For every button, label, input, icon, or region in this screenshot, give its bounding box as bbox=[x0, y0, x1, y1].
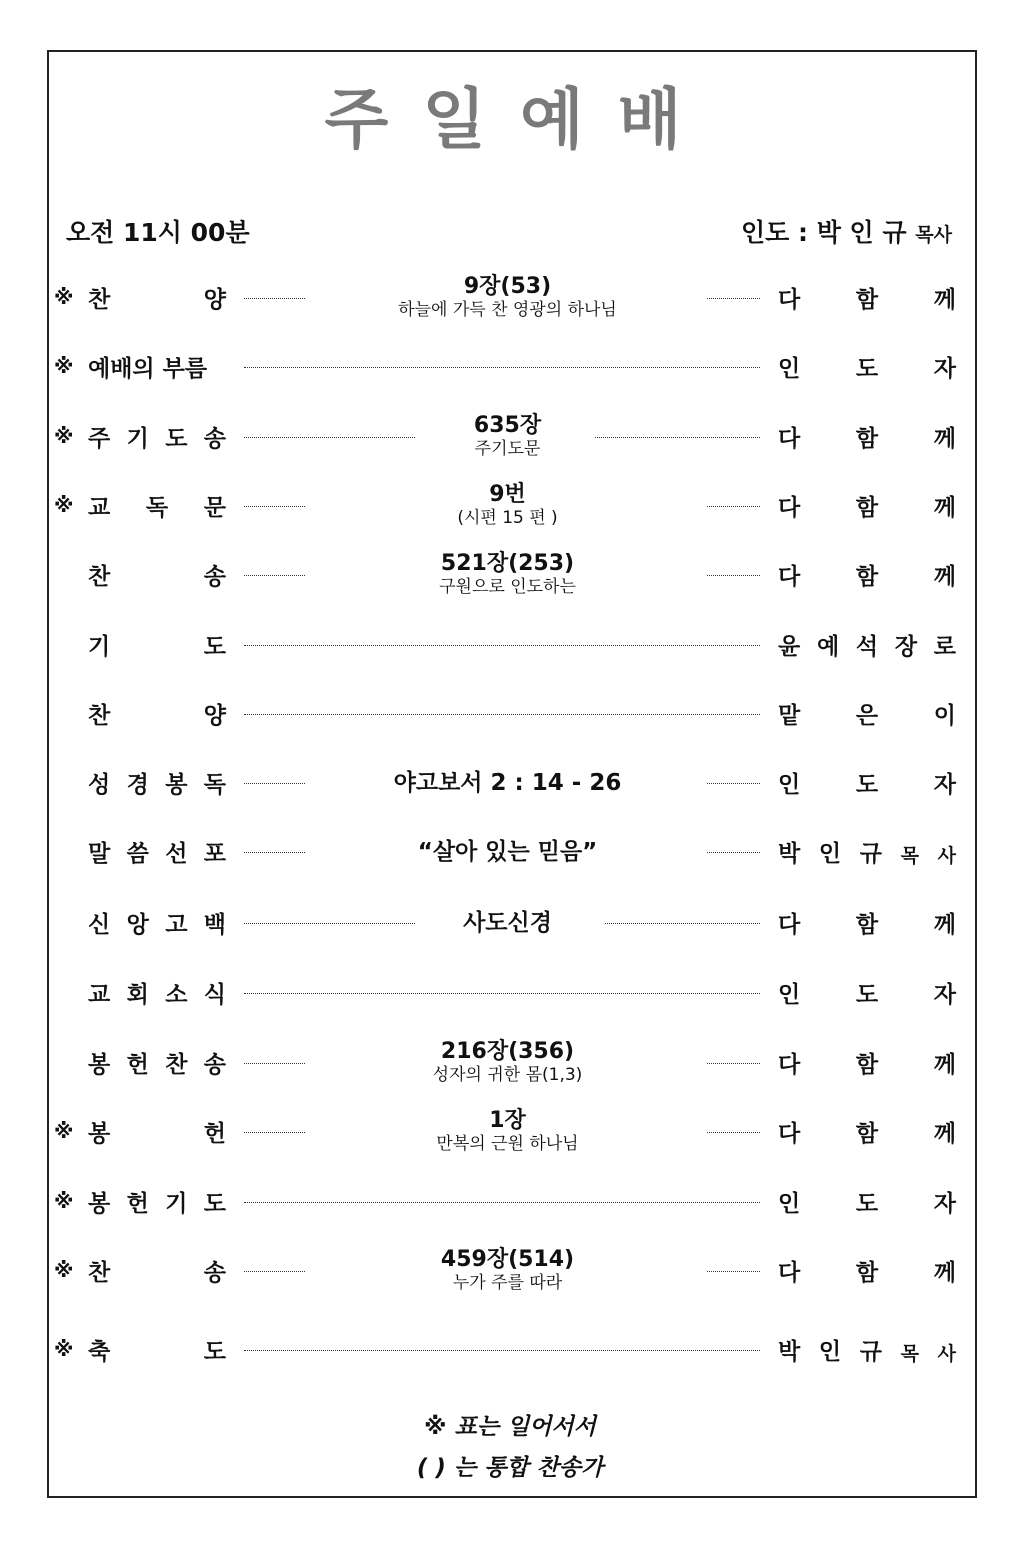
leader-char: 맡 bbox=[778, 703, 801, 729]
item-leader bbox=[778, 766, 956, 799]
label-char: 말 bbox=[88, 841, 111, 867]
label-char: 선 bbox=[165, 841, 188, 867]
label-char: 앙 bbox=[126, 912, 149, 938]
leader-char: 인 bbox=[778, 1191, 801, 1217]
leader-char: 함 bbox=[855, 1052, 879, 1078]
stand-mark: ※ bbox=[54, 1258, 74, 1282]
item-label bbox=[88, 697, 226, 730]
item-detail bbox=[310, 1247, 705, 1293]
leader-char: 윤 bbox=[778, 634, 801, 660]
item-label bbox=[88, 558, 226, 591]
leader-char: 께 bbox=[933, 564, 956, 590]
leader-char: 박 bbox=[778, 841, 801, 867]
dotted-leader bbox=[707, 298, 760, 299]
leader-char: 다 bbox=[778, 495, 801, 521]
dotted-leader bbox=[707, 783, 760, 784]
label-char: 찬 bbox=[88, 564, 111, 590]
leader-char: 께 bbox=[933, 495, 956, 521]
order-item bbox=[0, 337, 1020, 397]
leader-char: 도 bbox=[855, 356, 879, 382]
dotted-leader bbox=[244, 298, 305, 299]
stand-mark: ※ bbox=[54, 1337, 74, 1361]
order-item bbox=[0, 1172, 1020, 1232]
item-sub-text: 성자의 귀한 몸(1,3) bbox=[432, 1065, 583, 1085]
note-hymnal: ( ) 는 통합 찬송가 bbox=[416, 1455, 604, 1481]
leader-char: 함 bbox=[855, 1260, 879, 1286]
label-char: 주 bbox=[88, 426, 111, 452]
stand-mark: ※ bbox=[54, 493, 74, 517]
label-char: 송 bbox=[203, 1260, 226, 1286]
dotted-leader bbox=[244, 1063, 305, 1064]
leader-char: 예 bbox=[816, 634, 840, 660]
dotted-leader bbox=[707, 1063, 760, 1064]
item-main-text: 사도신경 bbox=[463, 910, 552, 936]
label-char: 씀 bbox=[126, 841, 149, 867]
item-label bbox=[88, 1115, 226, 1148]
label-char: 기 bbox=[126, 426, 149, 452]
leader-char: 목 bbox=[900, 845, 919, 867]
leader-char: 께 bbox=[933, 1052, 956, 1078]
item-leader bbox=[778, 489, 956, 522]
order-item bbox=[0, 407, 1020, 467]
label-char: 봉 bbox=[88, 1191, 111, 1217]
item-label bbox=[88, 420, 226, 453]
leader-char: 사 bbox=[937, 845, 956, 867]
title-char: 예 bbox=[520, 81, 618, 158]
label-char: 양 bbox=[203, 287, 226, 313]
label-char: 백 bbox=[203, 912, 226, 938]
dotted-leader bbox=[244, 783, 305, 784]
order-item bbox=[0, 476, 1020, 536]
item-leader bbox=[778, 697, 956, 730]
leader-char: 목 bbox=[900, 1343, 919, 1365]
dotted-leader bbox=[244, 367, 760, 368]
leader-char: 박 bbox=[778, 1339, 801, 1365]
leader-char: 께 bbox=[933, 1260, 956, 1286]
leader-char: 도 bbox=[855, 982, 879, 1008]
item-detail bbox=[310, 893, 705, 953]
item-sub-text: 주기도문 bbox=[474, 439, 541, 459]
leader-char: 장 bbox=[894, 634, 918, 660]
label-char: 회 bbox=[126, 982, 149, 1008]
item-label bbox=[88, 976, 226, 1009]
label-char: 찬 bbox=[88, 1260, 111, 1286]
leader-char: 함 bbox=[855, 912, 879, 938]
item-sub-text: 구원으로 인도하는 bbox=[439, 577, 576, 597]
label-char: 찬 bbox=[88, 287, 111, 313]
item-sub-text: 만복의 근원 하나님 bbox=[436, 1134, 579, 1154]
item-label bbox=[88, 489, 226, 522]
label-char: 도 bbox=[203, 1339, 226, 1365]
item-main-text: 9장(53) bbox=[463, 274, 552, 299]
label-char: 문 bbox=[203, 495, 226, 521]
label-char: 헌 bbox=[126, 1052, 149, 1078]
leader-char: 다 bbox=[778, 1260, 801, 1286]
label-char: 도 bbox=[165, 426, 188, 452]
item-detail bbox=[310, 1108, 705, 1154]
label-char: 교 bbox=[88, 982, 111, 1008]
leader-char: 규 bbox=[859, 841, 882, 867]
item-detail bbox=[310, 413, 705, 459]
item-main-text: 9번 bbox=[489, 482, 526, 507]
dotted-leader bbox=[244, 1350, 760, 1351]
item-leader bbox=[778, 906, 956, 939]
label-char: 고 bbox=[165, 912, 188, 938]
order-item bbox=[0, 893, 1020, 953]
label-char: 기 bbox=[165, 1191, 188, 1217]
item-sub-text: (시편 15 편 ) bbox=[457, 508, 558, 528]
item-label bbox=[88, 350, 226, 383]
service-time: 오전 11시 00분 bbox=[66, 218, 250, 247]
item-main-text: 459장(514) bbox=[440, 1247, 575, 1272]
leader-char: 사 bbox=[937, 1343, 956, 1365]
leader-char: 다 bbox=[778, 912, 801, 938]
leader-char: 도 bbox=[855, 1191, 879, 1217]
leader-char: 로 bbox=[933, 634, 956, 660]
leader-char: 께 bbox=[933, 287, 956, 313]
label-char: 송 bbox=[203, 426, 226, 452]
item-main-text: 521장(253) bbox=[440, 551, 575, 576]
leader-name: 인도 : 박 인 규 bbox=[741, 218, 907, 247]
leader-title: 목사 bbox=[915, 224, 952, 246]
leader-char: 도 bbox=[855, 772, 879, 798]
dotted-leader bbox=[244, 1132, 305, 1133]
leader-char: 자 bbox=[933, 1191, 956, 1217]
item-main-text: 635장 bbox=[473, 413, 542, 438]
leader-char: 함 bbox=[855, 564, 879, 590]
leader-char: 함 bbox=[855, 426, 879, 452]
item-label bbox=[88, 1185, 226, 1218]
label-char: 독 bbox=[203, 772, 226, 798]
label-char: 찬 bbox=[165, 1052, 188, 1078]
dotted-leader bbox=[244, 1271, 305, 1272]
label-char: 성 bbox=[88, 772, 111, 798]
leader-char: 다 bbox=[778, 564, 801, 590]
stand-mark: ※ bbox=[54, 285, 74, 309]
item-label bbox=[88, 1333, 226, 1366]
dotted-leader bbox=[707, 575, 760, 576]
order-item bbox=[0, 1241, 1020, 1301]
item-detail bbox=[310, 753, 705, 813]
dotted-leader bbox=[707, 1132, 760, 1133]
label-char: 기 bbox=[88, 634, 111, 660]
item-leader bbox=[778, 281, 956, 314]
stand-mark: ※ bbox=[54, 354, 74, 378]
leader-char: 함 bbox=[855, 1121, 879, 1147]
item-leader bbox=[778, 1115, 956, 1148]
label-char: 양 bbox=[203, 703, 226, 729]
item-leader bbox=[778, 835, 956, 868]
item-label bbox=[88, 766, 226, 799]
leader-char: 자 bbox=[933, 982, 956, 1008]
item-label bbox=[88, 628, 226, 661]
label-char: 예배의 부름 bbox=[88, 356, 208, 382]
leader-char: 은 bbox=[855, 703, 879, 729]
leader-char: 다 bbox=[778, 1052, 801, 1078]
order-item bbox=[0, 268, 1020, 328]
leader-char: 규 bbox=[859, 1339, 882, 1365]
order-item bbox=[0, 1320, 1020, 1380]
item-detail bbox=[310, 482, 705, 528]
item-label bbox=[88, 1046, 226, 1079]
label-char: 봉 bbox=[165, 772, 188, 798]
leader-char: 함 bbox=[855, 287, 879, 313]
label-char: 경 bbox=[126, 772, 149, 798]
order-item bbox=[0, 963, 1020, 1023]
order-item bbox=[0, 684, 1020, 744]
item-detail bbox=[310, 551, 705, 597]
leader-char: 함 bbox=[855, 495, 879, 521]
order-item bbox=[0, 615, 1020, 675]
stand-mark: ※ bbox=[54, 1189, 74, 1213]
label-char: 헌 bbox=[126, 1191, 149, 1217]
label-char: 송 bbox=[203, 1052, 226, 1078]
label-char: 축 bbox=[88, 1339, 111, 1365]
item-label bbox=[88, 906, 226, 939]
label-char: 소 bbox=[165, 982, 188, 1008]
label-char: 식 bbox=[203, 982, 226, 1008]
leader-char: 인 bbox=[778, 356, 801, 382]
item-detail bbox=[310, 1039, 705, 1085]
label-char: 포 bbox=[203, 841, 226, 867]
item-leader bbox=[778, 1185, 956, 1218]
leader-char: 께 bbox=[933, 1121, 956, 1147]
item-leader bbox=[778, 1333, 956, 1366]
item-main-text: 야고보서 2 : 14 - 26 bbox=[393, 770, 622, 796]
leader-char: 다 bbox=[778, 1121, 801, 1147]
item-leader bbox=[778, 628, 956, 661]
label-char: 헌 bbox=[203, 1121, 226, 1147]
item-leader bbox=[778, 420, 956, 453]
dotted-leader bbox=[707, 506, 760, 507]
label-char: 송 bbox=[203, 564, 226, 590]
dotted-leader bbox=[244, 506, 305, 507]
title-char: 배 bbox=[617, 81, 716, 158]
item-label bbox=[88, 1254, 226, 1287]
leader-char: 께 bbox=[933, 426, 956, 452]
service-leader bbox=[741, 213, 952, 249]
leader-char: 인 bbox=[818, 1339, 842, 1365]
item-leader bbox=[778, 976, 956, 1009]
leader-char: 자 bbox=[933, 356, 956, 382]
leader-char: 다 bbox=[778, 426, 801, 452]
dotted-leader bbox=[244, 1202, 760, 1203]
dotted-leader bbox=[707, 1271, 760, 1272]
order-item bbox=[0, 1033, 1020, 1093]
item-label bbox=[88, 835, 226, 868]
label-char: 신 bbox=[88, 912, 111, 938]
dotted-leader bbox=[707, 852, 760, 853]
label-char: 도 bbox=[203, 1191, 226, 1217]
leader-char: 인 bbox=[778, 982, 801, 1008]
title-char: 주 bbox=[324, 81, 423, 158]
item-detail bbox=[310, 274, 705, 320]
item-main-text: 1장 bbox=[489, 1108, 526, 1133]
note-standing: ※ 표는 일어서서 bbox=[424, 1414, 596, 1440]
leader-char: 이 bbox=[933, 703, 956, 729]
stand-mark: ※ bbox=[54, 1119, 74, 1143]
leader-char: 인 bbox=[778, 772, 801, 798]
item-main-text: 216장(356) bbox=[440, 1039, 575, 1064]
dotted-leader bbox=[244, 993, 760, 994]
item-sub-text: 누가 주를 따라 bbox=[452, 1273, 563, 1293]
stand-mark: ※ bbox=[54, 424, 74, 448]
order-item bbox=[0, 1102, 1020, 1162]
label-char: 교 bbox=[88, 495, 111, 521]
item-detail bbox=[310, 822, 705, 882]
title-char: 일 bbox=[422, 81, 520, 158]
label-char: 봉 bbox=[88, 1052, 111, 1078]
leader-char: 인 bbox=[818, 841, 842, 867]
label-char: 독 bbox=[145, 495, 169, 521]
leader-char: 다 bbox=[778, 287, 801, 313]
dotted-leader bbox=[244, 714, 760, 715]
dotted-leader bbox=[244, 852, 305, 853]
dotted-leader bbox=[244, 645, 760, 646]
leader-char: 께 bbox=[933, 912, 956, 938]
label-char: 봉 bbox=[88, 1121, 111, 1147]
item-main-text: “살아 있는 믿음” bbox=[417, 839, 598, 865]
item-leader bbox=[778, 1046, 956, 1079]
order-item bbox=[0, 753, 1020, 813]
dotted-leader bbox=[244, 575, 305, 576]
leader-char: 석 bbox=[855, 634, 879, 660]
item-leader bbox=[778, 1254, 956, 1287]
item-leader bbox=[778, 350, 956, 383]
label-char: 도 bbox=[203, 634, 226, 660]
item-leader bbox=[778, 558, 956, 591]
leader-char: 자 bbox=[933, 772, 956, 798]
order-item bbox=[0, 822, 1020, 882]
page-title bbox=[0, 50, 1020, 190]
item-label bbox=[88, 281, 226, 314]
item-sub-text: 하늘에 가득 찬 영광의 하나님 bbox=[398, 300, 617, 320]
order-item bbox=[0, 545, 1020, 605]
label-char: 찬 bbox=[88, 703, 111, 729]
